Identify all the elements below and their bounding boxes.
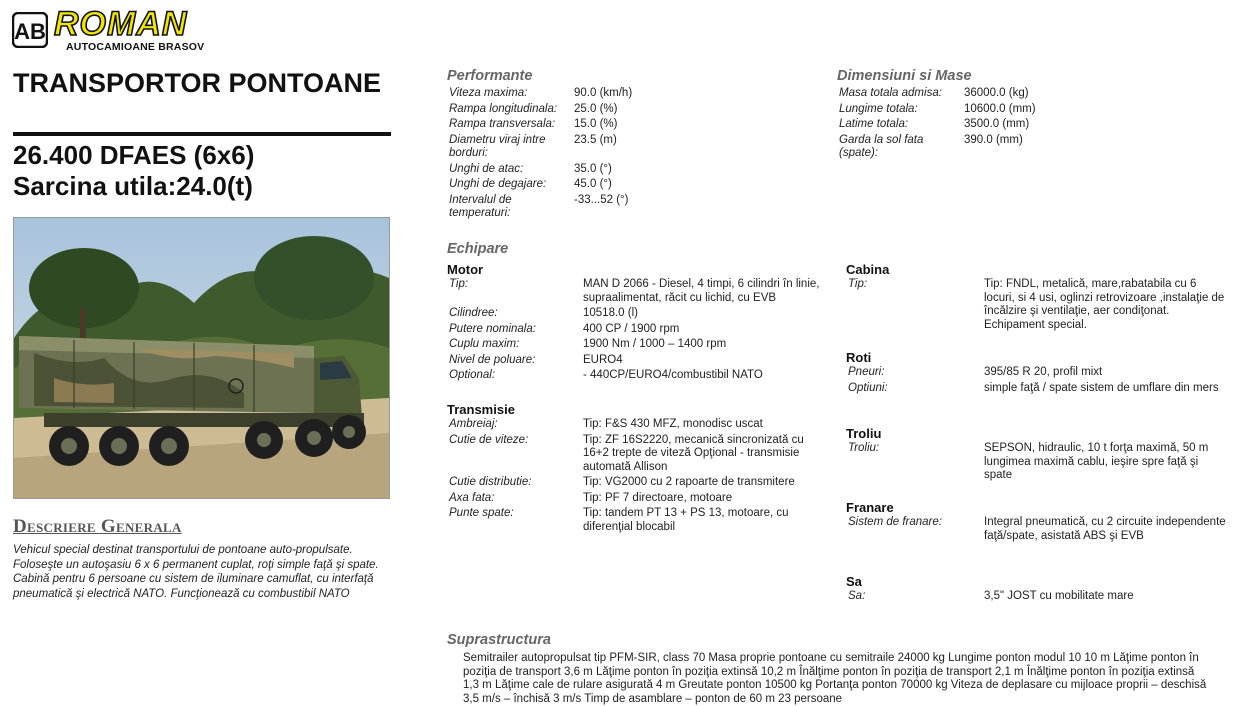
spec-row [447,491,827,507]
brakes-table [846,515,1231,544]
spec-row [846,381,1231,397]
transmission-group [447,402,827,535]
spec-row [447,417,827,433]
spec-value: MAN D 2066 - Diesel, 4 timpi, 6 cilindri în linie, supraalimentat, răcit cu lichid, cu EVB [583,278,820,304]
motor-title: Motor [447,262,484,277]
spec-row [447,306,827,322]
dimensions-section [837,68,1097,162]
spec-row [837,86,1087,102]
spec-value: 15.0 (%) [574,118,618,130]
spec-value: - 440CP/EURO4/combustibil NATO [583,369,763,381]
spec-label: Diametru viraj intre borduri: [449,133,546,159]
spec-label: Intervalul de temperaturi: [449,193,512,219]
spec-label: Garda la sol fata (spate): [839,133,924,159]
spec-row [447,117,697,133]
description-title: Descriere Generala [13,516,182,537]
spec-label: Unghi de atac: [449,162,524,175]
spec-value: Tip: VG2000 cu 2 rapoarte de transmitere [583,476,795,488]
spec-row [447,162,697,178]
spec-value: Tip: PF 7 directoare, motoare [583,491,733,504]
winch-title: Troliu [846,426,882,441]
spec-row [447,86,697,102]
spec-label: Tip: [848,278,868,290]
brakes-group [846,500,1231,544]
payload-value: 24.0(t) [176,171,253,201]
spec-value: 36000.0 (kg) [964,87,1029,99]
spec-value: 35.0 (°) [574,162,612,175]
cabin-table [846,277,1231,333]
page-title: TRANSPORTOR PONTOANE [13,68,382,98]
spec-label: Axa fata: [449,491,495,504]
spec-label: Sa: [848,590,866,602]
logo-wordmark: ROMAN [54,5,188,43]
spec-value: 3500.0 (mm) [964,118,1030,130]
description-text: Vehicul special destinat transportului de pontoane auto-propulsate. Foloseşte un autoşasiu 6 x 6 permanent cuplat, roţi simple faţă şi spate. Cabină pentru 6 persoane cu sistem de iluminare camuflat, cu interfaţă pneumatică şi electrică NATO. Funcţionează cu combustibil NATO [13,544,379,600]
spec-row [447,337,827,353]
spec-value: simple faţă / spate sistem de umflare din mers [984,381,1219,394]
spec-row [846,515,1231,544]
spec-row [447,353,827,369]
spec-label: Ambreiaj: [449,418,498,430]
spec-label: Pneuri: [848,366,885,378]
spec-value: Integral pneumatică, cu 2 circuite independente faţă/spate, asistată ABS şi EVB [984,516,1226,542]
spec-row [837,102,1087,118]
payload-line [13,171,253,202]
spec-row [447,193,697,222]
spec-value: Tip: F&S 430 MFZ, monodisc uscat [583,418,763,430]
spec-label: Rampa transversala: [449,118,556,130]
spec-label: Putere nominala: [449,322,536,335]
dimensions-title: Dimensiuni si Mase [837,68,972,84]
spec-label: Sistem de franare: [848,516,942,528]
spec-row [846,277,1231,333]
winch-group [846,426,1231,484]
payload-label: Sarcina utila: [13,171,177,201]
spec-value: 45.0 (°) [574,178,612,190]
motor-group [447,262,827,384]
spec-row [447,102,697,118]
spec-value: EURO4 [583,353,623,366]
spec-label: Masa totala admisa: [839,87,942,99]
truck-illustration [14,218,389,498]
spec-row [447,506,827,535]
spec-label: Tip: [449,278,469,290]
winch-table [846,441,1231,484]
spec-row [447,322,827,338]
spec-row [447,133,697,162]
spec-label: Cuplu maxim: [449,338,520,350]
spec-label: Nivel de poluare: [449,353,536,366]
performance-table [447,86,697,222]
spec-row [447,368,827,384]
spec-label: Viteza maxima: [449,87,528,99]
spec-label: Optiuni: [848,381,888,394]
spec-value: Tip: FNDL, metalică, mare,rabatabila cu 6 locuri, si 4 usi, oglinzi retrovizoare ,instalaţie de încălzire şi ventilaţie, aer condiţonat. Echipament special. [984,278,1225,331]
spec-value: 23.5 (m) [574,133,617,146]
fifth-wheel-group [846,574,1231,605]
spec-label: Punte spate: [449,507,514,519]
spec-label: Latime totala: [839,118,909,130]
transmission-table [447,417,827,535]
wheels-table [846,365,1231,396]
spec-row [837,117,1087,133]
spec-label: Cilindree: [449,307,498,319]
spec-label: Cutie de viteze: [449,433,529,446]
spec-value: 10518.0 (l) [583,307,638,319]
spec-label: Troliu: [848,442,880,454]
spec-row [447,475,827,491]
title-divider [13,132,391,136]
spec-value: 25.0 (%) [574,102,618,115]
spec-row [846,365,1231,381]
spec-value: -33...52 (°) [574,193,629,206]
transmission-title: Transmisie [447,402,515,417]
equipment-title: Echipare [447,241,509,257]
spec-row [846,441,1231,484]
brakes-title: Franare [846,500,894,515]
spec-row [846,589,1231,605]
spec-row [447,177,697,193]
spec-label: Lungime totala: [839,102,918,115]
spec-label: Rampa longitudinala: [449,102,558,115]
spec-label: Optional: [449,369,496,381]
wheels-title: Roti [846,350,872,365]
fifth-wheel-table [846,589,1231,605]
spec-label: Unghi de degajare: [449,178,547,190]
performance-section [447,68,707,222]
spec-value: 3,5" JOST cu mobilitate mare [984,590,1134,602]
product-photo [13,217,390,499]
ab-logo-icon [12,12,48,48]
wheels-group [846,350,1231,396]
spec-value: 90.0 (km/h) [574,87,633,99]
logo-subtitle: AUTOCAMIOANE BRASOV [66,41,205,53]
spec-row [447,433,827,476]
superstructure-title: Suprastructura [447,632,551,648]
spec-value: Tip: ZF 16S2220, mecanică sincronizată cu 16+2 trepte de viteză Opţional - transmisie automată Allison [583,433,804,473]
dimensions-table [837,86,1087,162]
spec-value: 10600.0 (mm) [964,102,1036,115]
spec-value: SEPSON, hidraulic, 10 t forţa maximă, 50 m lungimea maximă cablu, ieşire spre faţă şi spate [984,442,1209,481]
model-name: 26.400 DFAES (6x6) [13,140,255,170]
motor-table [447,277,827,384]
spec-value: 395/85 R 20, profil mixt [984,366,1103,378]
spec-label: Cutie distributie: [449,476,532,488]
spec-row [837,133,1087,162]
company-logo[interactable] [12,5,212,54]
fifth-wheel-title: Sa [846,574,862,589]
spec-value: 1900 Nm / 1000 – 1400 rpm [583,338,727,350]
spec-row [447,277,827,306]
performance-title: Performante [447,68,533,84]
cabin-group [846,262,1231,333]
spec-value: 390.0 (mm) [964,133,1023,146]
superstructure-text: Semitrailer autopropulsat tip PFM-SIR, class 70 Masa proprie pontoane cu semitraile 24000 kg Lungime ponton modul 10 10 m Lăţime ponton în poziţia de transport 3,6 m Lăţime ponton în poziţia extinsă 10,2 m Înălţime ponton în poziţia de transport 2,1 m Înălţime ponton în poziţia extinsă 1,3 m Lăţime cale de rulare asigurată 4 m Greutate ponton 10500 kg Portanţa ponton 70000 kg Viteza de deplasare cu mijloace proprii – deschisă 3,5 m/s – închisă 3 m/s Timp de asamblare – ponton de 60 m 23 persoane [463,652,1207,705]
logo-mark-text: AB [14,19,46,44]
spec-value: 400 CP / 1900 rpm [583,322,680,335]
spec-value: Tip: tandem PT 13 + PS 13, motoare, cu diferenţial blocabil [583,507,789,533]
cabin-title: Cabina [846,262,890,277]
